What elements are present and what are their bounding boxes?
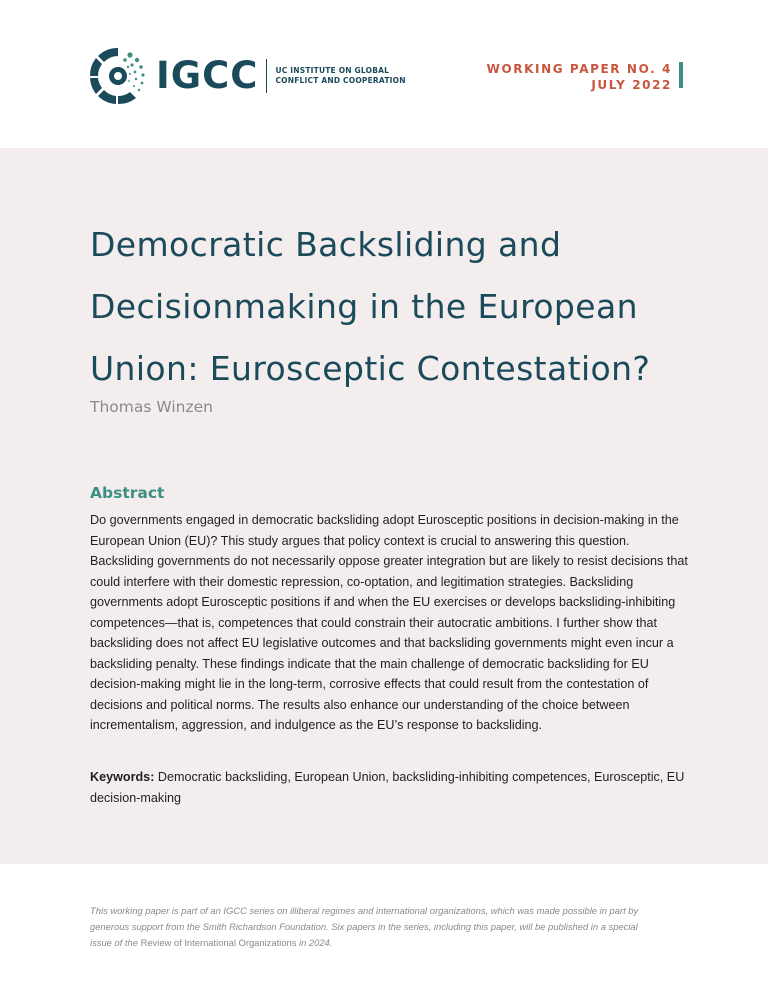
meta-accent-bar [679, 62, 683, 88]
title-line-2: Decisionmaking in the European [90, 287, 638, 326]
igcc-logo[interactable] [88, 46, 406, 106]
footer-note-part2: in 2024. [296, 937, 333, 948]
igcc-logo-mark-icon [88, 46, 148, 106]
logo-wordmark: IGCC [156, 54, 259, 97]
logo-tagline-line1: UC INSTITUTE ON GLOBAL [275, 66, 390, 75]
footer-note-part1: This working paper is part of an IGCC series on illiberal regimes and international organizations, which was made possible in part by generous support from the Smith Richardson Foundation. Six papers in the series, including this paper, will be published in a special issue of the [90, 905, 639, 948]
keywords [90, 767, 690, 808]
logo-tagline [275, 66, 405, 86]
abstract-body: Do governments engaged in democratic backsliding adopt Eurosceptic positions in decision-making in the European Union (EU)? This study argues that policy context is crucial to answering this question. Backsliding governments do not necessarily oppose greater integration but are likely to resist decisions that could interfere with their domestic repression, co-optation, and legitimation strategies. Backsliding governments adopt Eurosceptic positions if and when the EU exercises or develops backsliding-inhibiting competences—that is, competences that could constrain their autocratic ambitions. I further show that backsliding does not affect EU legislative outcomes and that backsliding governments might even incur a backsliding penalty. These findings indicate that the main challenge of democratic backsliding for EU decision-making might lie in the long-term, corrosive effects that could result from the contestation of decisions and political norms. The results also enhance our understanding of the choice between incrementalism, aggression, and indulgence as the EU’s response to backsliding. [90, 513, 688, 732]
abstract-heading: Abstract [90, 484, 165, 502]
logo-tagline-line2: CONFLICT AND COOPERATION [275, 76, 406, 85]
paper-number: WORKING PAPER NO. 4 [486, 62, 672, 76]
author-name: Thomas Winzen [90, 398, 213, 416]
page-header [0, 0, 768, 148]
paper-date: JULY 2022 [591, 78, 672, 92]
keywords-text: Democratic backsliding, European Union, backsliding-inhibiting competences, Eurosceptic, EU decision-making [90, 770, 685, 805]
footer-note [90, 903, 650, 951]
logo-divider [266, 59, 267, 93]
title-line-1: Democratic Backsliding and [90, 225, 562, 264]
paper-title [90, 214, 730, 400]
keywords-label: Keywords: [90, 770, 155, 784]
title-line-3: Union: Eurosceptic Contestation? [90, 349, 651, 388]
paper-meta [487, 61, 672, 93]
footer-journal-title: Review of International Organizations [140, 937, 297, 948]
